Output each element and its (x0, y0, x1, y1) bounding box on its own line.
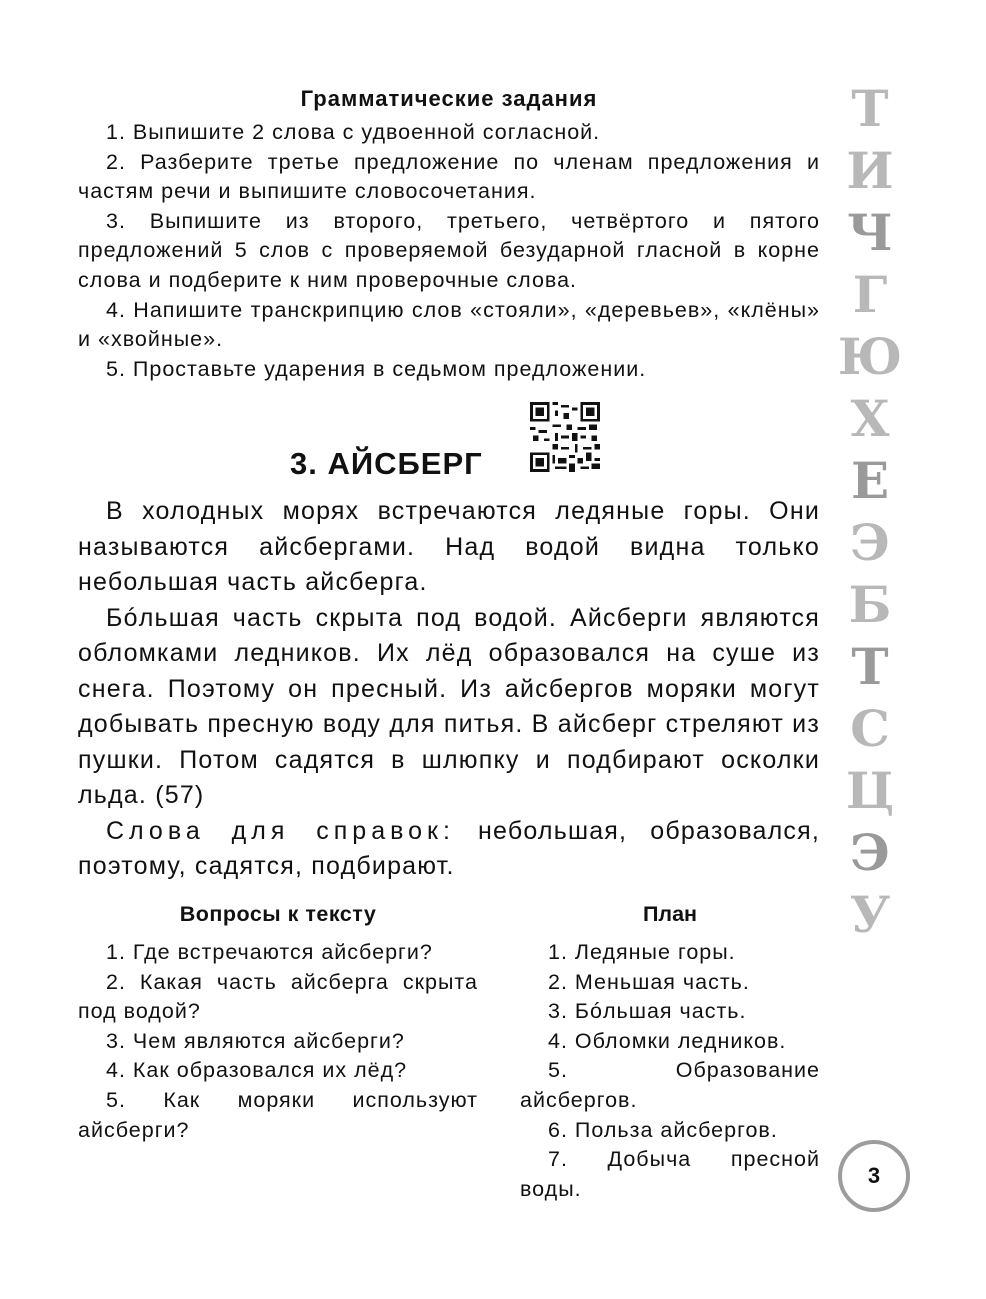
questions-heading: Вопросы к тексту (179, 902, 377, 926)
sidebar-letter: У (849, 885, 891, 944)
sidebar-letter: Х (850, 389, 890, 448)
question-item: 3. Чем являются айсберги? (106, 1028, 405, 1053)
grammar-task: 2. Разберите третье предложение по членам предложения и частям речи и выпишите словосочетания. (78, 149, 820, 204)
sidebar-letter: И (846, 141, 894, 200)
sidebar-letter: Ю (837, 327, 903, 386)
plan-list (520, 938, 820, 1204)
dictation-paragraph: В холодных морях встречаются ледяные горы. Они называются айсбергами. Над водой видна только небольшая часть айсберга. (78, 497, 820, 596)
grammar-heading: Грамматические задания (300, 86, 598, 111)
grammar-task: 1. Выпишите 2 слова с удвоенной согласной. (106, 120, 601, 144)
grammar-task: 3. Выпишите из второго, третьего, четвёртого и пятого предложений 5 слов с проверяемой безударной гласной в корне слова и подберите к ним проверочные слова. (78, 208, 820, 292)
plan-item: 7. Добыча пресной воды. (520, 1147, 820, 1201)
sidebar-letter: Э (850, 823, 890, 882)
question-item: 2. Какая часть айсберга скрыта под водой? (78, 969, 478, 1024)
question-item: 4. Как образовался их лёд? (106, 1058, 408, 1083)
sidebar-letter: Т (851, 637, 889, 696)
reference-words-paragraph (78, 814, 820, 885)
alphabet-sidebar (836, 78, 904, 1158)
plan-item: 3. Бóльшая часть. (548, 999, 747, 1024)
sidebar-letter: С (850, 699, 890, 758)
dictation-paragraph: Бóльшая часть скрыта под водой. Айсберги являются обломками ледников. Их лёд образовался на суше из снега. Поэтому он пресный. Из айсбергов моряки могут добывать пресную воду для питья. В айсберг стреляют из пушки. Потом садятся в шлюпку и подбирают осколки льда. (57) (78, 603, 820, 809)
question-item: 5. Как моряки используют айсберги? (78, 1087, 478, 1142)
plan-item: 2. Меньшая часть. (548, 969, 750, 994)
plan-heading: План (642, 902, 698, 926)
sidebar-letter: Г (852, 265, 888, 324)
reference-words: небольшая, образовался, поэтому, садятся, подбирают. (78, 816, 821, 880)
grammar-task-list (78, 118, 820, 384)
sidebar-letter: Ч (847, 203, 893, 262)
plan-item: 5. Образование айсбергов. (520, 1058, 820, 1112)
grammar-task: 4. Напишите транскрипцию слов «стояли», «деревьев», «клёны» и «хвойные». (78, 297, 820, 352)
reference-label: Слова для справок: (106, 816, 455, 845)
question-item: 1. Где встречаются айсберги? (106, 940, 433, 964)
sidebar-letter: Ц (845, 761, 895, 820)
dictation-title: 3. АЙСБЕРГ (290, 446, 483, 481)
sidebar-letter: Э (850, 513, 890, 572)
sidebar-letter: Т (851, 79, 889, 138)
sidebar-letter: Е (850, 451, 890, 510)
questions-list (78, 938, 478, 1145)
page-number: 3 (838, 1140, 910, 1212)
plan-item: 1. Ледяные горы. (548, 940, 736, 964)
sidebar-letter: Б (848, 575, 892, 634)
qr-code-icon[interactable] (528, 402, 602, 472)
plan-item: 4. Обломки ледников. (548, 1028, 787, 1053)
grammar-task: 5. Проставьте ударения в седьмом предложении. (106, 356, 647, 381)
plan-item: 6. Польза айсбергов. (548, 1117, 778, 1142)
dictation-text (78, 494, 820, 885)
